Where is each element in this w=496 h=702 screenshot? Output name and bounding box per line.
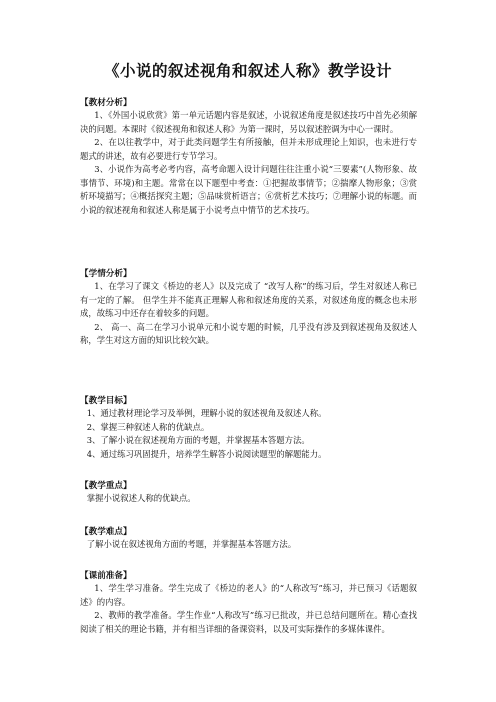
section-heading: 【教学目标】 <box>80 396 132 406</box>
section-student-analysis <box>80 268 417 348</box>
section-preparation <box>80 570 417 636</box>
list-item: 1、通过教材理论学习及举例，理解小说的叙述视角及叙述人称。 <box>86 408 327 418</box>
paragraph: 掌握小说叙述人称的优缺点。 <box>86 493 196 503</box>
list-item: 3、了解小说在叙述视角方面的考题，并掌握基本答题方法。 <box>86 435 310 445</box>
list-item: 2、掌握三种叙述人称的优缺点。 <box>86 421 210 432</box>
paragraph: 3、小说作为高考必考内容，高考命题入设计问题往往注重小说“三要素”(人物形象、故事情节、环境)和主题。常常在以下题型中考查：①把握故事情节；②揣摩人物形象；③赏析环境描写；④概括探究主题；⑤品味赏析语言；⑥赏析艺术技巧；⑦理解小说的标题。而小说的叙述视角和叙述人称是属于小说考点中情节的艺术技巧。 <box>80 164 417 215</box>
paragraph: 2、在以往教学中，对于此类问题学生有所接触，但并未形成理论上知识，也未进行专题式的讲述，故有必要进行专节学习。 <box>80 137 417 161</box>
paragraph: 了解小说在叙述视角方面的考题，并掌握基本答题方法。 <box>86 539 297 549</box>
section-textbook-analysis <box>80 97 417 217</box>
section-heading: 【课前准备】 <box>80 571 132 581</box>
section-heading: 【教学重点】 <box>80 481 132 491</box>
section-heading: 【学情分析】 <box>80 269 132 279</box>
section-heading: 【教学难点】 <box>80 527 132 537</box>
paragraph: 2、教师的教学准备。学生作业“人称改写”练习已批改，并已总结问题所在。精心查找阅读了相关的理论书籍，并有相当详细的备课资料，以及可实际操作的多媒体课件。 <box>80 610 417 634</box>
section-difficulty <box>80 526 417 552</box>
paragraph: 1、学生学习准备。学生完成了《桥边的老人》的“人称改写”练习，并已预习《话题叙述》的内容。 <box>80 583 417 607</box>
paragraph: 1、《外国小说欣赏》第一单元话题内容是叙述，小说叙述角度是叙述技巧中首先必须解决的问题。本课时《叙述视角和叙述人称》为第一课时，另以叙述腔调为中心一课时。 <box>80 110 417 134</box>
section-heading: 【教材分析】 <box>80 98 132 108</box>
section-key-point <box>80 480 417 506</box>
list-item: 4、通过练习巩固提升，培养学生解答小说阅读题型的解题能力。 <box>86 448 327 459</box>
document-title: 《小说的叙述视角和叙述人称》教学设计 <box>103 61 392 80</box>
section-teaching-goals <box>80 395 417 461</box>
paragraph: 2、 高一、高二在学习小说单元和小说专题的时候，几乎没有涉及到叙述视角及叙述人称，学生对这方面的知识比较欠缺。 <box>80 321 417 345</box>
paragraph: 1、在学习了课文《桥边的老人》以及完成了 “改写人称”的练习后，学生对叙述人称已有一定的了解。 但学生并不能真正理解人称和叙述角度的关系，对叙述角度的概念也未形成，故练习中还存在着较多的问题。 <box>80 281 417 318</box>
